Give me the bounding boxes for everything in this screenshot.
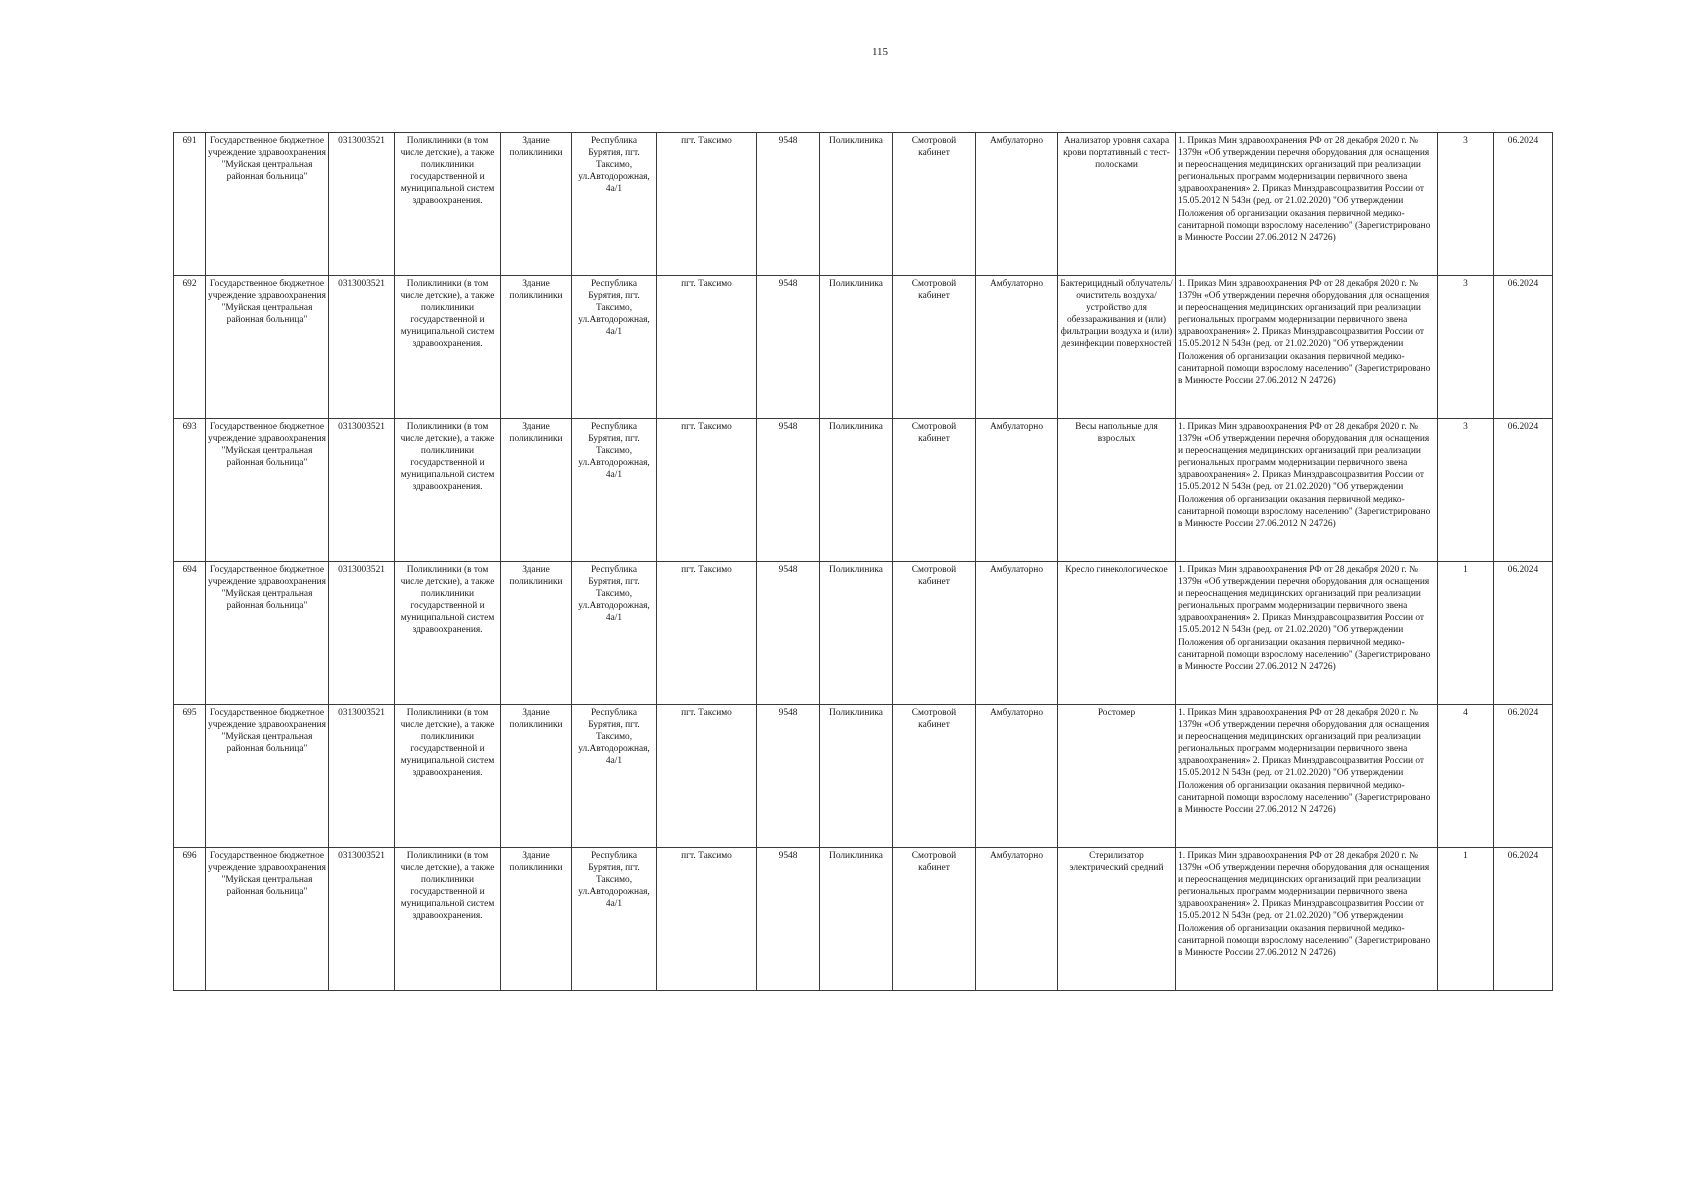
quantity: 1 bbox=[1438, 562, 1494, 705]
code: 9548 bbox=[757, 848, 820, 991]
page-number: 115 bbox=[871, 46, 889, 58]
row-number: 691 bbox=[174, 133, 206, 276]
legal-basis: 1. Приказ Мин здравоохранения РФ от 28 декабря 2020 г. № 1379н «Об утверждении перечня оборудования для оснащения и переоснащения медицинских организаций при реализации региональных программ модернизации первичного звена здравоохранения» 2. Приказ Минздравсоцразвития России от 15.05.2012 N 543н (ред. от 21.02.2020) "Об утверждении Положения об организации оказания первичной медико-санитарной помощи взрослому населению" (Зарегистрировано в Минюсте России 27.06.2012 N 24726) bbox=[1176, 419, 1438, 562]
unit: Поликлиника bbox=[820, 133, 893, 276]
equipment: Анализатор уровня сахара крови портативный с тест-полосками bbox=[1058, 133, 1176, 276]
table-row bbox=[174, 705, 1553, 848]
legal-basis: 1. Приказ Мин здравоохранения РФ от 28 декабря 2020 г. № 1379н «Об утверждении перечня оборудования для оснащения и переоснащения медицинских организаций при реализации региональных программ модернизации первичного звена здравоохранения» 2. Приказ Минздравсоцразвития России от 15.05.2012 N 543н (ред. от 21.02.2020) "Об утверждении Положения об организации оказания первичной медико-санитарной помощи взрослому населению" (Зарегистрировано в Минюсте России 27.06.2012 N 24726) bbox=[1176, 562, 1438, 705]
locality: пгт. Таксимо bbox=[657, 276, 757, 419]
building: Здание поликлиники bbox=[501, 133, 572, 276]
unit: Поликлиника bbox=[820, 848, 893, 991]
building: Здание поликлиники bbox=[501, 419, 572, 562]
address: Республика Бурятия, пгт. Таксимо, ул.Автодорожная, 4а/1 bbox=[572, 562, 657, 705]
locality: пгт. Таксимо bbox=[657, 419, 757, 562]
locality: пгт. Таксимо bbox=[657, 562, 757, 705]
deadline-date: 06.2024 bbox=[1494, 133, 1553, 276]
care-mode: Амбулаторно bbox=[976, 419, 1058, 562]
unit: Поликлиника bbox=[820, 276, 893, 419]
locality: пгт. Таксимо bbox=[657, 133, 757, 276]
table-row bbox=[174, 419, 1553, 562]
equipment-table bbox=[173, 132, 1553, 991]
facility-type: Поликлиники (в том числе детские), а также поликлиники государственной и муниципальной систем здравоохранения. bbox=[395, 562, 501, 705]
legal-basis: 1. Приказ Мин здравоохранения РФ от 28 декабря 2020 г. № 1379н «Об утверждении перечня оборудования для оснащения и переоснащения медицинских организаций при реализации региональных программ модернизации первичного звена здравоохранения» 2. Приказ Минздравсоцразвития России от 15.05.2012 N 543н (ред. от 21.02.2020) "Об утверждении Положения об организации оказания первичной медико-санитарной помощи взрослому населению" (Зарегистрировано в Минюсте России 27.06.2012 N 24726) bbox=[1176, 133, 1438, 276]
organization-name: Государственное бюджетное учреждение здравоохранения "Муйская центральная районная больница" bbox=[206, 562, 329, 705]
building: Здание поликлиники bbox=[501, 562, 572, 705]
facility-type: Поликлиники (в том числе детские), а также поликлиники государственной и муниципальной систем здравоохранения. bbox=[395, 419, 501, 562]
table-row bbox=[174, 848, 1553, 991]
equipment: Стерилизатор электрический средний bbox=[1058, 848, 1176, 991]
care-mode: Амбулаторно bbox=[976, 562, 1058, 705]
building: Здание поликлиники bbox=[501, 848, 572, 991]
quantity: 4 bbox=[1438, 705, 1494, 848]
room: Смотровой кабинет bbox=[893, 419, 976, 562]
building: Здание поликлиники bbox=[501, 276, 572, 419]
address: Республика Бурятия, пгт. Таксимо, ул.Автодорожная, 4а/1 bbox=[572, 276, 657, 419]
unit: Поликлиника bbox=[820, 705, 893, 848]
organization-name: Государственное бюджетное учреждение здравоохранения "Муйская центральная районная больница" bbox=[206, 848, 329, 991]
locality: пгт. Таксимо bbox=[657, 848, 757, 991]
inn-code: 0313003521 bbox=[329, 848, 395, 991]
inn-code: 0313003521 bbox=[329, 133, 395, 276]
room: Смотровой кабинет bbox=[893, 705, 976, 848]
deadline-date: 06.2024 bbox=[1494, 562, 1553, 705]
row-number: 695 bbox=[174, 705, 206, 848]
care-mode: Амбулаторно bbox=[976, 705, 1058, 848]
facility-type: Поликлиники (в том числе детские), а также поликлиники государственной и муниципальной систем здравоохранения. bbox=[395, 133, 501, 276]
table-row bbox=[174, 562, 1553, 705]
inn-code: 0313003521 bbox=[329, 276, 395, 419]
table-row bbox=[174, 133, 1553, 276]
organization-name: Государственное бюджетное учреждение здравоохранения "Муйская центральная районная больница" bbox=[206, 419, 329, 562]
address: Республика Бурятия, пгт. Таксимо, ул.Автодорожная, 4а/1 bbox=[572, 705, 657, 848]
row-number: 696 bbox=[174, 848, 206, 991]
code: 9548 bbox=[757, 562, 820, 705]
row-number: 693 bbox=[174, 419, 206, 562]
address: Республика Бурятия, пгт. Таксимо, ул.Автодорожная, 4а/1 bbox=[572, 419, 657, 562]
deadline-date: 06.2024 bbox=[1494, 419, 1553, 562]
locality: пгт. Таксимо bbox=[657, 705, 757, 848]
row-number: 692 bbox=[174, 276, 206, 419]
organization-name: Государственное бюджетное учреждение здравоохранения "Муйская центральная районная больница" bbox=[206, 133, 329, 276]
code: 9548 bbox=[757, 276, 820, 419]
deadline-date: 06.2024 bbox=[1494, 848, 1553, 991]
deadline-date: 06.2024 bbox=[1494, 276, 1553, 419]
legal-basis: 1. Приказ Мин здравоохранения РФ от 28 декабря 2020 г. № 1379н «Об утверждении перечня оборудования для оснащения и переоснащения медицинских организаций при реализации региональных программ модернизации первичного звена здравоохранения» 2. Приказ Минздравсоцразвития России от 15.05.2012 N 543н (ред. от 21.02.2020) "Об утверждении Положения об организации оказания первичной медико-санитарной помощи взрослому населению" (Зарегистрировано в Минюсте России 27.06.2012 N 24726) bbox=[1176, 276, 1438, 419]
address: Республика Бурятия, пгт. Таксимо, ул.Автодорожная, 4а/1 bbox=[572, 133, 657, 276]
room: Смотровой кабинет bbox=[893, 133, 976, 276]
equipment: Бактерицидный облучатель/очиститель воздуха/устройство для обеззараживания и (или) фильтрации воздуха и (или) дезинфекции поверхностей bbox=[1058, 276, 1176, 419]
facility-type: Поликлиники (в том числе детские), а также поликлиники государственной и муниципальной систем здравоохранения. bbox=[395, 276, 501, 419]
organization-name: Государственное бюджетное учреждение здравоохранения "Муйская центральная районная больница" bbox=[206, 705, 329, 848]
code: 9548 bbox=[757, 419, 820, 562]
facility-type: Поликлиники (в том числе детские), а также поликлиники государственной и муниципальной систем здравоохранения. bbox=[395, 705, 501, 848]
quantity: 3 bbox=[1438, 133, 1494, 276]
room: Смотровой кабинет bbox=[893, 562, 976, 705]
table-body bbox=[174, 133, 1553, 991]
code: 9548 bbox=[757, 133, 820, 276]
facility-type: Поликлиники (в том числе детские), а также поликлиники государственной и муниципальной систем здравоохранения. bbox=[395, 848, 501, 991]
unit: Поликлиника bbox=[820, 419, 893, 562]
room: Смотровой кабинет bbox=[893, 848, 976, 991]
address: Республика Бурятия, пгт. Таксимо, ул.Автодорожная, 4а/1 bbox=[572, 848, 657, 991]
equipment: Кресло гинекологическое bbox=[1058, 562, 1176, 705]
table-row bbox=[174, 276, 1553, 419]
inn-code: 0313003521 bbox=[329, 419, 395, 562]
care-mode: Амбулаторно bbox=[976, 848, 1058, 991]
legal-basis: 1. Приказ Мин здравоохранения РФ от 28 декабря 2020 г. № 1379н «Об утверждении перечня оборудования для оснащения и переоснащения медицинских организаций при реализации региональных программ модернизации первичного звена здравоохранения» 2. Приказ Минздравсоцразвития России от 15.05.2012 N 543н (ред. от 21.02.2020) "Об утверждении Положения об организации оказания первичной медико-санитарной помощи взрослому населению" (Зарегистрировано в Минюсте России 27.06.2012 N 24726) bbox=[1176, 705, 1438, 848]
code: 9548 bbox=[757, 705, 820, 848]
inn-code: 0313003521 bbox=[329, 562, 395, 705]
legal-basis: 1. Приказ Мин здравоохранения РФ от 28 декабря 2020 г. № 1379н «Об утверждении перечня оборудования для оснащения и переоснащения медицинских организаций при реализации региональных программ модернизации первичного звена здравоохранения» 2. Приказ Минздравсоцразвития России от 15.05.2012 N 543н (ред. от 21.02.2020) "Об утверждении Положения об организации оказания первичной медико-санитарной помощи взрослому населению" (Зарегистрировано в Минюсте России 27.06.2012 N 24726) bbox=[1176, 848, 1438, 991]
row-number: 694 bbox=[174, 562, 206, 705]
care-mode: Амбулаторно bbox=[976, 276, 1058, 419]
care-mode: Амбулаторно bbox=[976, 133, 1058, 276]
deadline-date: 06.2024 bbox=[1494, 705, 1553, 848]
quantity: 1 bbox=[1438, 848, 1494, 991]
organization-name: Государственное бюджетное учреждение здравоохранения "Муйская центральная районная больница" bbox=[206, 276, 329, 419]
quantity: 3 bbox=[1438, 276, 1494, 419]
room: Смотровой кабинет bbox=[893, 276, 976, 419]
unit: Поликлиника bbox=[820, 562, 893, 705]
equipment: Весы напольные для взрослых bbox=[1058, 419, 1176, 562]
building: Здание поликлиники bbox=[501, 705, 572, 848]
equipment: Ростомер bbox=[1058, 705, 1176, 848]
quantity: 3 bbox=[1438, 419, 1494, 562]
inn-code: 0313003521 bbox=[329, 705, 395, 848]
